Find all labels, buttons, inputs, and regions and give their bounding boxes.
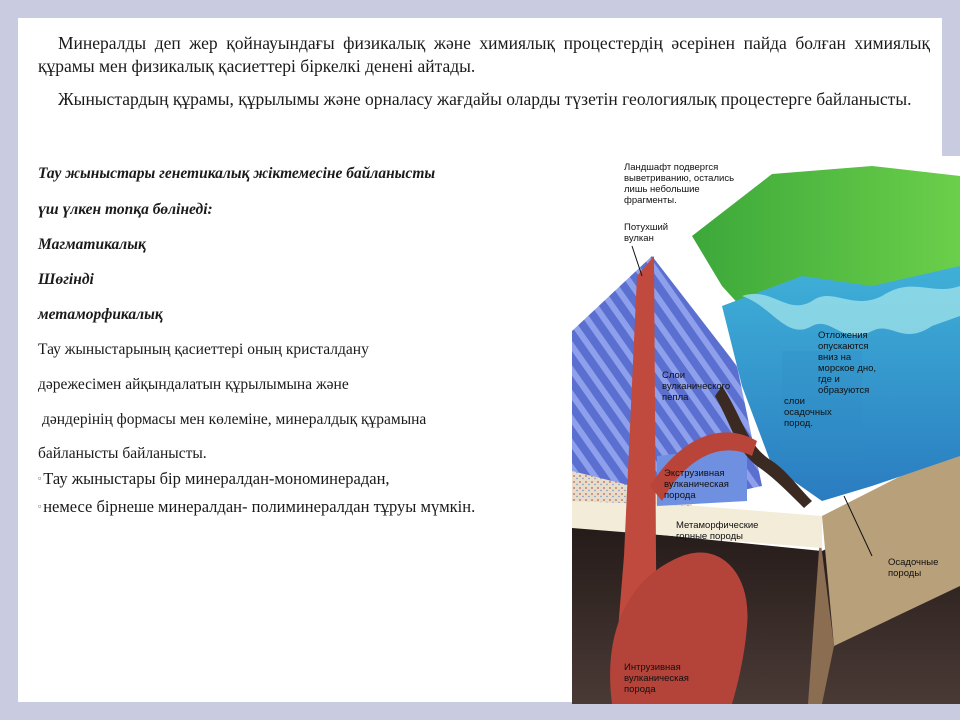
- list-line: дәндерінің формасы мен көлеміне, минералдық құрамына: [42, 411, 427, 428]
- svg-text:породы: породы: [888, 568, 922, 579]
- svg-text:вулканического: вулканического: [662, 381, 731, 392]
- geology-illustration: [572, 156, 960, 704]
- rock-type-metamorphic: метаморфикалық: [38, 306, 163, 323]
- svg-text:морское дно,: морское дно,: [818, 363, 877, 374]
- svg-text:порода: порода: [664, 490, 696, 501]
- svg-text:Интрузивная: Интрузивная: [624, 662, 681, 673]
- svg-text:Экструзивная: Экструзивная: [664, 468, 725, 479]
- svg-text:лишь небольшие: лишь небольшие: [624, 184, 700, 195]
- svg-text:выветриванию, остались: выветриванию, остались: [624, 173, 735, 184]
- svg-text:Метаморфические: Метаморфические: [676, 520, 759, 531]
- svg-text:горные породы: горные породы: [676, 531, 743, 542]
- svg-text:порода: порода: [624, 684, 656, 695]
- bullet-icon: ▫: [38, 501, 42, 511]
- svg-text:слои: слои: [784, 396, 805, 407]
- svg-text:пепла: пепла: [662, 392, 689, 403]
- intro-text: [38, 32, 930, 121]
- svg-text:вулканическая: вулканическая: [664, 479, 729, 490]
- geology-cross-section-figure: [572, 156, 960, 704]
- svg-text:Потухший: Потухший: [624, 222, 669, 233]
- intro-paragraph-1: Минералды деп жер қойнауындағы физикалық және химиялық процестердің әсерінен пайда болған химиялық құрамы мен физикалық қасиеттері біркелкі денені айтады.: [38, 33, 930, 76]
- svg-text:Отложения: Отложения: [818, 330, 868, 341]
- svg-text:вниз на: вниз на: [818, 352, 852, 363]
- svg-text:где и: где и: [818, 374, 840, 385]
- svg-text:вулканическая: вулканическая: [624, 673, 689, 684]
- bullet-item: [38, 497, 475, 517]
- svg-text:пород.: пород.: [784, 418, 813, 429]
- list-line: байланысты байланысты.: [38, 445, 207, 462]
- svg-text:образуются: образуются: [818, 385, 870, 396]
- svg-text:Ландшафт подвергся: Ландшафт подвергся: [624, 162, 719, 173]
- bullet-text: немесе бірнеше минералдан- полиминералдан тұруы мүмкін.: [43, 497, 476, 516]
- svg-text:фрагменты.: фрагменты.: [624, 195, 677, 206]
- list-line: Тау жыныстары генетикалық жіктемесіне байланысты: [38, 165, 436, 182]
- intro-paragraph-2: Жыныстардың құрамы, құрылымы және орналасу жағдайы оларды түзетін геологиялық процестерге байланысты.: [58, 89, 912, 109]
- list-line: Тау жыныстарының қасиеттері оның кристалдану: [38, 341, 369, 358]
- bullet-text: Тау жыныстары бір минералдан-мономинерадан,: [43, 469, 390, 488]
- svg-text:опускаются: опускаются: [818, 341, 869, 352]
- bullet-icon: ▫: [38, 473, 42, 483]
- bullet-item: [38, 469, 390, 489]
- svg-text:осадочных: осадочных: [784, 407, 832, 418]
- rock-type-magmatic: Магматикалық: [38, 236, 146, 253]
- rock-type-sedimentary: Шөгінді: [38, 271, 94, 288]
- list-line: дәрежесімен айқындалатын құрылымына және: [38, 376, 349, 393]
- svg-text:Слои: Слои: [662, 370, 686, 381]
- list-line: үш үлкен топқа бөлінеді:: [38, 201, 213, 218]
- svg-text:Осадочные: Осадочные: [888, 557, 939, 568]
- svg-text:вулкан: вулкан: [624, 233, 654, 244]
- label-landscape: [624, 162, 734, 206]
